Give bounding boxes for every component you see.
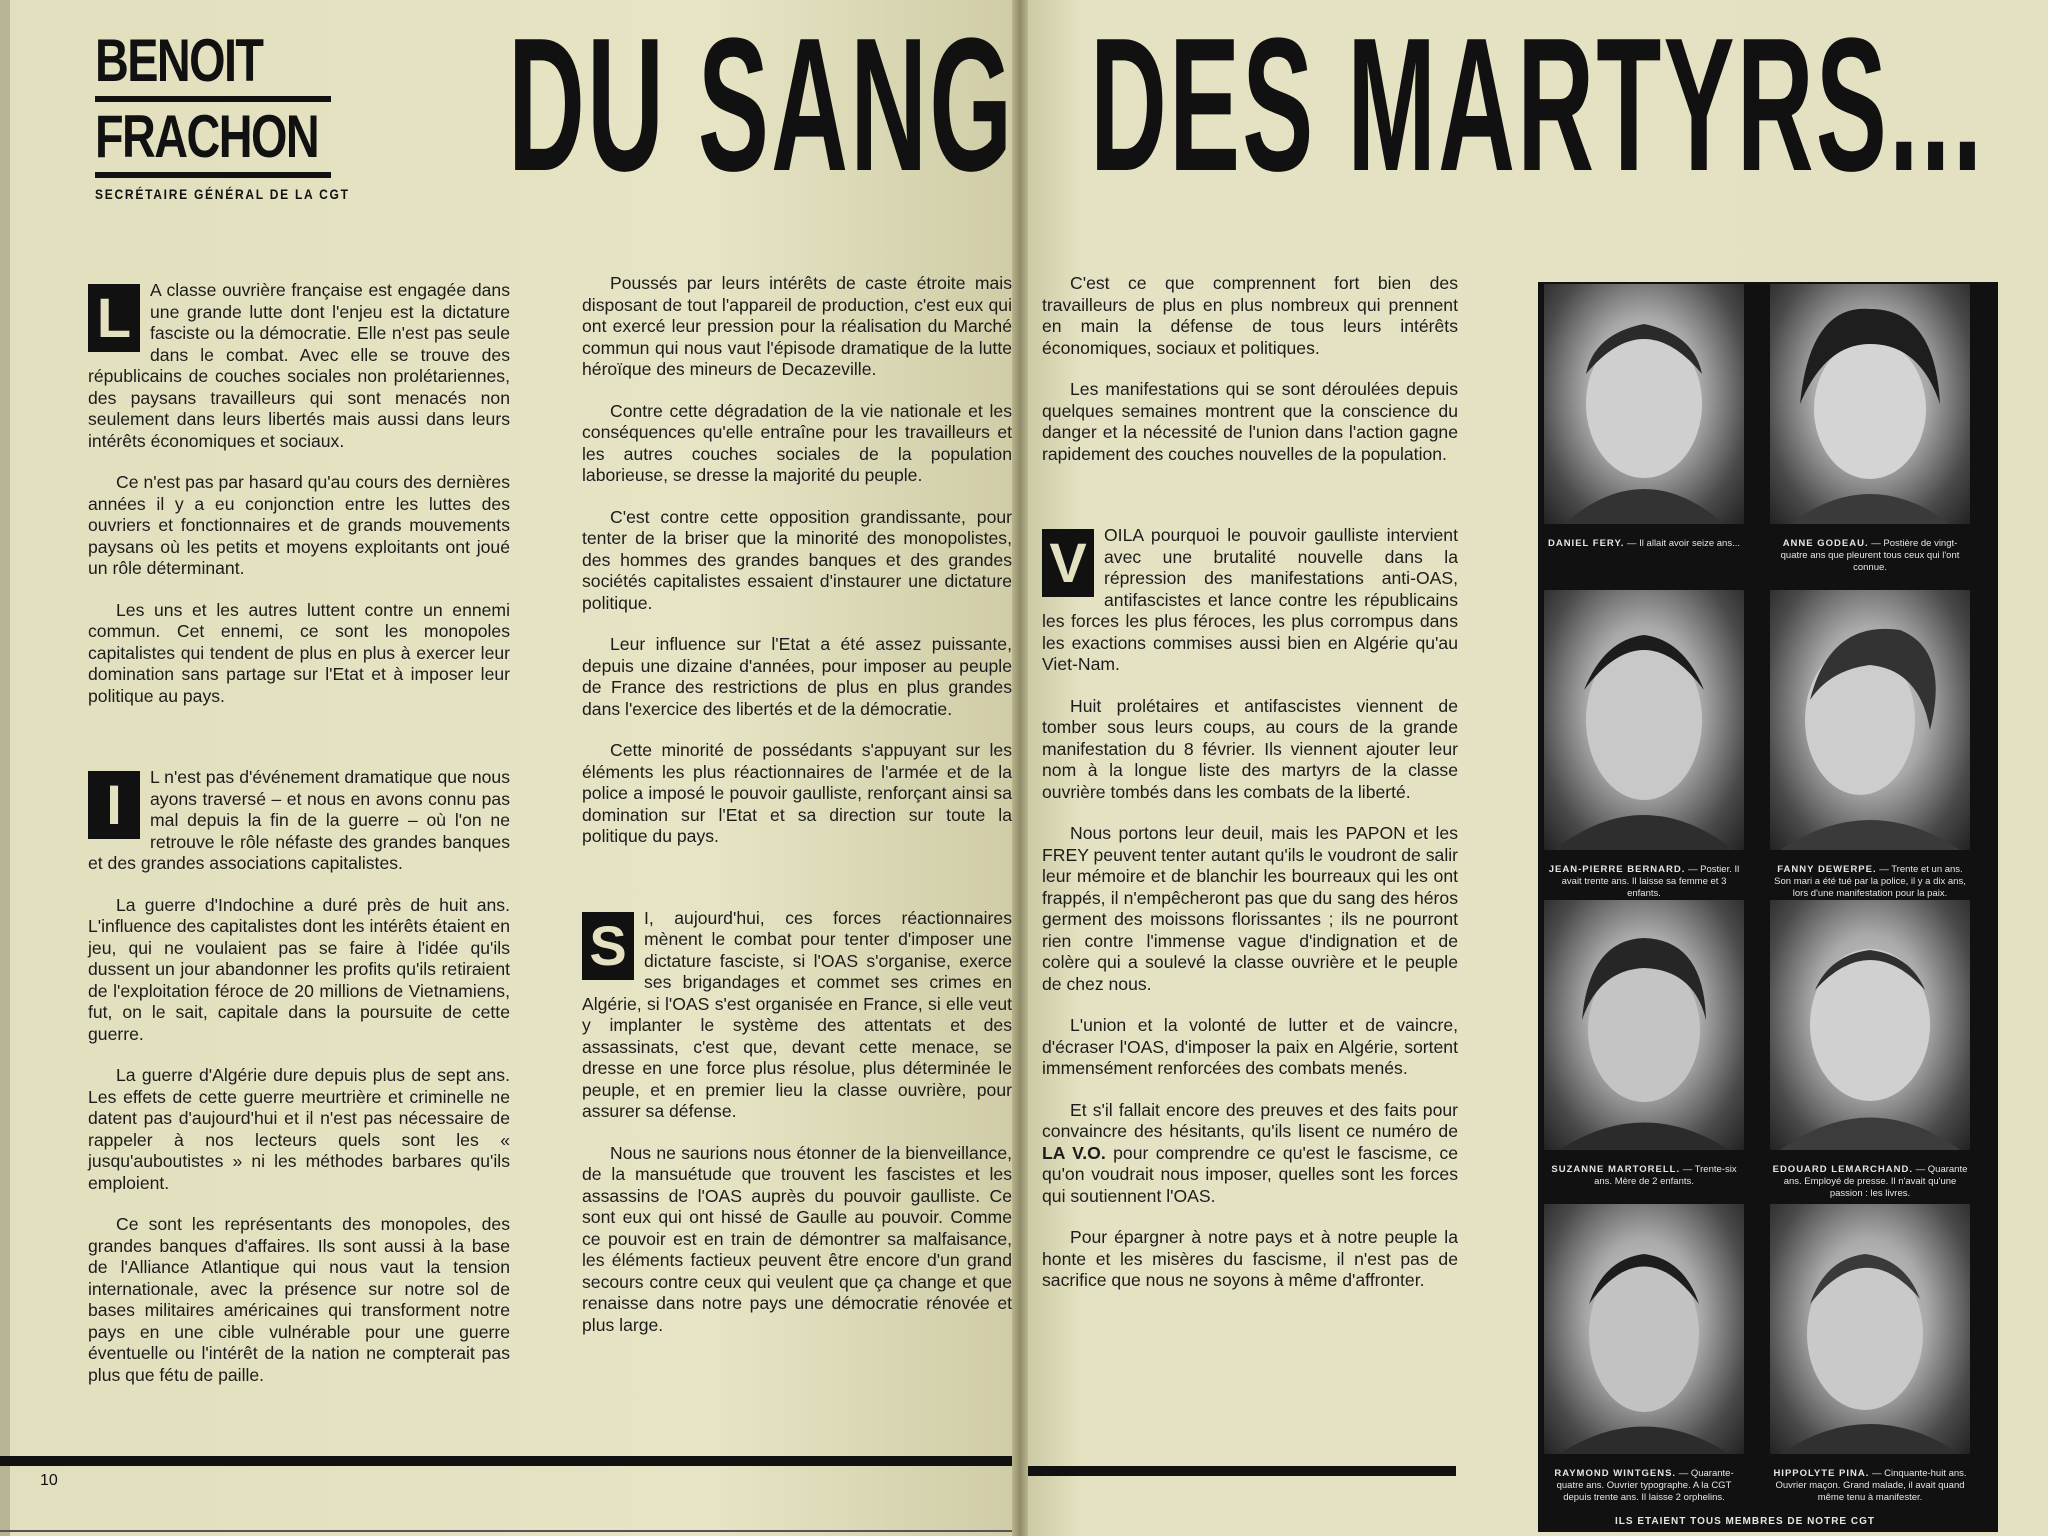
bottom-rule — [1020, 1466, 1456, 1476]
portrait-photo — [1544, 1204, 1744, 1454]
portrait-photo — [1544, 284, 1744, 524]
binding-edge — [0, 0, 10, 1536]
author-first-name: BENOIT — [95, 27, 263, 94]
drop-cap: S — [582, 912, 634, 980]
victims-photo-strip — [1538, 282, 1998, 1532]
bottom-thin-rule — [0, 1530, 1012, 1532]
paragraph: Les uns et les autres luttent contre un ennemi commun. Cet ennemi, ce sont les monopoles capitalistes qui tendent de plus en plus à exercer leur domination sans partage sur l'Etat et à imposer leur politique au pays. — [88, 599, 510, 706]
paragraph: La guerre d'Indochine a duré près de huit ans. L'influence des capitalistes dont les intérêts étaient en jeu, qui ne voulaient pas se faire à l'idée qu'ils dussent un jour abandonner les profits qu'ils retiraient de l'exploitation féroce de 20 millions de Vietnamiens, fut, on le sait, capitale dans la poursuite de cette guerre. — [88, 894, 510, 1044]
photo-caption: EDOUARD LEMARCHAND. — Quarante ans. Employé de presse. Il n'avait qu'une passion : les livres. — [1772, 1164, 1968, 1199]
article-column-1 — [88, 280, 510, 1406]
photo-caption: HIPPOLYTE PINA. — Cinquante-huit ans. Ouvrier maçon. Grand malade, il avait quand même tenu à manifester. — [1773, 1468, 1967, 1503]
paragraph: Contre cette dégradation de la vie nationale et les conséquences qu'elle entraîne pour les travailleurs et les autres couches sociales de la population laborieuse, se dresse la majorité du peuple. — [582, 400, 1012, 485]
article-column-3 — [1042, 273, 1458, 1312]
paragraph: Poussés par leurs intérêts de caste étroite mais disposant de tout l'appareil de production, c'est eux qui ont exercé leur pression pour la réalisation du Marché commun qui nous vaut l'épisode dramatique de la lutte héroïque des mineurs de Decazeville. — [582, 273, 1012, 379]
paragraph: Nous portons leur deuil, mais les PAPON et les FREY peuvent tenter autant qu'ils le voudront de salir leur mémoire et de blanchir les bourreaux qui les ont frappés, il n'empêcheront pas que du sang des héros germent des moissons florissantes ; ils ne pourront rien contre l'immense vague d'indignation et de colère qui a soulevé la classe ouvrière et le peuple de chez nous. — [1042, 823, 1458, 994]
paragraph: L A classe ouvrière française est engagée dans une grande lutte dont l'enjeu est la dictature fasciste ou la démocratie. Elle n'est pas seule dans le combat. Avec elle se trouve des républicains de couches sociales non prolétariennes, des paysans travailleurs qui sont menacés non seulement dans leurs libertés mais aussi dans leurs intérêts économiques et sociaux. — [88, 280, 510, 451]
article-column-2 — [582, 273, 1012, 1356]
victim-photo-card — [1544, 1204, 1744, 1504]
portrait-photo — [1544, 590, 1744, 850]
author-rule — [95, 96, 331, 102]
photo-caption: DANIEL FERY. — Il allait avoir seize ans... — [1547, 538, 1741, 549]
paragraph: C'est contre cette opposition grandissante, pour tenter de la briser que la minorité des monopolistes, des hommes des grandes banques et des grandes sociétés capitalistes essaient d'instaurer une dictature politique. — [582, 506, 1012, 613]
victim-photo-card — [1770, 900, 1970, 1200]
spine-gutter — [1012, 0, 1028, 1536]
paragraph: Ce sont les représentants des monopoles, des grandes banques d'affaires. Ils sont aussi à la base de l'Alliance Atlantique qui nous vaut la tension internationale, avec la présence sur notre sol de bases militaires américaines qui transforment notre pays en une cible vulnérable pour une guerre éventuelle ou l'intérêt de la nation ne compterait pas plus que fétu de paille. — [88, 1214, 510, 1385]
drop-cap: L — [88, 284, 140, 352]
paragraph: Nous ne saurions nous étonner de la bienveillance, de la mansuétude que trouvent les fascistes et les assassins de l'OAS auprès du pouvoir gaulliste. Ce sont eux qui ont hissé de Gaulle au pouvoir. Comme ce pouvoir est en train de démontrer sa malfaisance, les éléments factieux peuvent être encore d'un grand secours contre ceux qui veulent que ça change et que renaisse dans notre pays une démocratie rénovée et plus large. — [582, 1142, 1012, 1335]
portrait-photo — [1770, 590, 1970, 850]
drop-cap: V — [1042, 529, 1094, 597]
publication-name: LA V.O. — [1042, 1142, 1106, 1163]
paragraph: V OILA pourquoi le pouvoir gaulliste intervient avec une brutalité nouvelle dans la répression des manifestations anti-OAS, antifascistes et lance contre les républicains les forces les plus féroces, les plus corrompus dans les exactions commises aussi bien en Algérie qu'au Viet-Nam. — [1042, 525, 1458, 674]
victim-photo-card — [1544, 284, 1744, 550]
headline-part-1: DU SANG — [508, 0, 1015, 211]
author-role: SECRÉTAIRE GÉNÉRAL DE LA CGT — [95, 186, 350, 202]
paragraph: La guerre d'Algérie dure depuis plus de sept ans. Les effets de cette guerre meurtrière et criminelle ne datent pas d'aujourd'hui et il n'est pas nécessaire de rappeler à nos lecteurs quels sont les « jusqu'auboutistes » ni les méthodes barbares qu'ils emploient. — [88, 1065, 510, 1193]
portrait-photo — [1770, 284, 1970, 524]
paragraph: S I, aujourd'hui, ces forces réactionnaires mènent le combat pour tenter d'imposer une dictature fasciste, si l'OAS s'organise, exerce ses brigandages et commet ses crimes en Algérie, si l'OAS s'est organisée en France, si elle veut y implanter le système des attentats et des assassinats, c'est que, devant cette menace, se dresse en une force plus résolue, plus déterminée le peuple, et en premier lieu la classe ouvrière, pour assurer sa défense. — [582, 907, 1012, 1121]
photo-caption: SUZANNE MARTORELL. — Trente-six ans. Mère de 2 enfants. — [1551, 1164, 1737, 1187]
paragraph: I L n'est pas d'événement dramatique que nous ayons traversé – et nous en avons connu pas mal depuis la fin de la guerre – où l'on ne retrouve le rôle néfaste des grandes banques et des grandes associations capitalistes. — [88, 767, 510, 873]
victim-photo-card — [1544, 590, 1744, 900]
left-page — [0, 0, 1020, 1536]
portrait-photo — [1544, 900, 1744, 1150]
paragraph: L'union et la volonté de lutter et de vaincre, d'écraser l'OAS, d'imposer la paix en Algérie, sortent immensément renforcées des combats menés. — [1042, 1015, 1458, 1078]
paragraph: Et s'il fallait encore des preuves et des faits pour convaincre des hésitants, qu'ils lisent ce numéro de LA V.O. pour comprendre ce qu'est le fascisme, ce qu'on voudrait nous imposer, quelles sont les forces qui soutiennent l'OAS. — [1042, 1099, 1458, 1206]
photos-footer: ILS ETAIENT TOUS MEMBRES DE NOTRE CGT — [1615, 1516, 1875, 1527]
photo-caption: ANNE GODEAU. — Postière de vingt-quatre ans que pleurent tous ceux qui l'ont connue. — [1780, 538, 1960, 573]
author-block — [95, 27, 350, 202]
paragraph: Pour épargner à notre pays et à notre peuple la honte et les misères du fascisme, il n'est pas de sacrifice que nous ne soyons à même d'affronter. — [1042, 1227, 1458, 1290]
paragraph: Cette minorité de possédants s'appuyant sur les éléments les plus réactionnaires de l'armée et de la police a imposé le pouvoir gaulliste, renforçant ainsi sa domination sur l'Etat et sa direction sur toute la politique du pays. — [582, 740, 1012, 846]
victim-photo-card — [1770, 284, 1970, 574]
paragraph: Les manifestations qui se sont déroulées depuis quelques semaines montrent que la conscience du danger et la nécessité de l'union dans l'action gagne rapidement des couches nouvelles de la population. — [1042, 379, 1458, 464]
page-number: 10 — [40, 1472, 58, 1489]
photo-caption: JEAN-PIERRE BERNARD. — Postier. Il avait trente ans. Il laisse sa femme et 3 enfants. — [1548, 864, 1740, 899]
paragraph: Ce n'est pas par hasard qu'au cours des dernières années il y a eu conjonction entre les luttes des ouvriers et fonctionnaires et de grands mouvements paysans où les petits et moyens exploitants ont joué un rôle déterminant. — [88, 472, 510, 578]
victim-photo-card — [1544, 900, 1744, 1188]
victim-photo-card — [1770, 1204, 1970, 1504]
paragraph: Leur influence sur l'Etat a été assez puissante, depuis une dizaine d'années, pour imposer au peuple de France des restrictions de plus en plus grandes dans l'exercice des libertés et de la démocratie. — [582, 634, 1012, 719]
author-last-name: FRACHON — [95, 103, 319, 170]
photo-caption: RAYMOND WINTGENS. — Quarante-quatre ans. Ouvrier typographe. A la CGT depuis trente ans. Il laisse 2 orphelins. — [1554, 1468, 1734, 1503]
portrait-photo — [1770, 900, 1970, 1150]
bottom-rule — [0, 1456, 1012, 1466]
paragraph: C'est ce que comprennent fort bien des travailleurs de plus en plus nombreux qui prennent en main la défense de tous leurs intérêts économiques, sociaux et politiques. — [1042, 273, 1458, 358]
author-rule — [95, 172, 331, 178]
portrait-photo — [1770, 1204, 1970, 1454]
drop-cap: I — [88, 771, 140, 839]
photo-caption: FANNY DEWERPE. — Trente et un ans. Son mari a été tué par la police, il y a dix ans, lors d'une manifestation pour la paix. — [1774, 864, 1966, 899]
victim-photo-card — [1770, 590, 1970, 900]
paragraph: Huit prolétaires et antifascistes viennent de tomber sous leurs coups, au cours de la grande manifestation du 8 février. Ils viennent ajouter leur nom à la longue liste des martyrs de la classe ouvrière tombés dans les combats de la liberté. — [1042, 695, 1458, 802]
headline-part-2: DES MARTYRS... — [1090, 0, 1985, 211]
